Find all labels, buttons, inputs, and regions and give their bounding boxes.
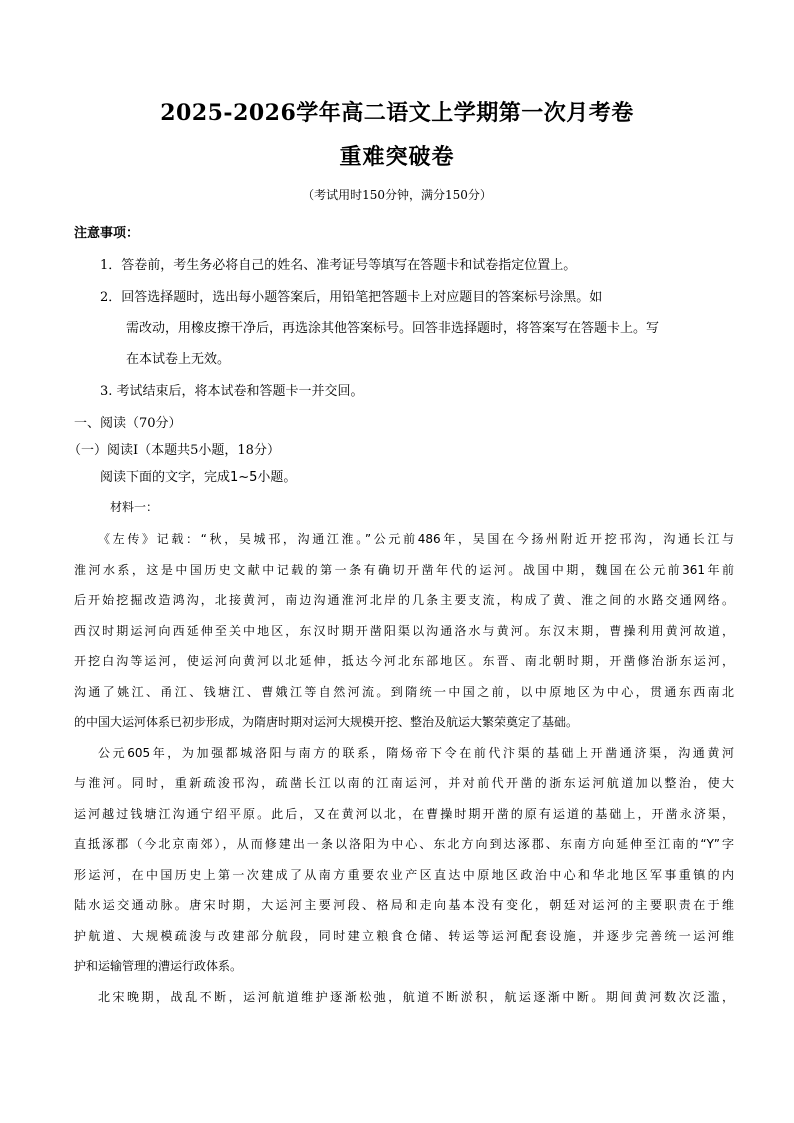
material-label: 材料一：: [110, 500, 159, 514]
passage-line: 沟通了姚江、甬江、钱塘江、曹娥江等自然河流。到隋统一中国之前，以中原地区为中心，贯通东西南北: [74, 684, 734, 699]
subsection-heading: （一）阅读Ⅰ（本题共5小题，18分）: [68, 443, 280, 458]
passage-line: 的中国大运河体系已初步形成，为隋唐时期对运河大规模开挖、整治及航运大繁荣奠定了基础。: [74, 715, 579, 729]
passage-line: 护航道、大规模疏浚与改建部分航段，同时建立粮食仓储、转运等运河配套设施，并逐步完善统一运河维: [74, 928, 734, 943]
notice-item-2-line-3: 在本试卷上无效。: [126, 352, 231, 367]
exam-subtitle: 重难突破卷: [339, 144, 455, 170]
passage-line: 公元605年，为加强都城洛阳与南方的联系，隋炀帝下令在前代汴渠的基础上开凿通济渠，沟通黄河: [98, 745, 734, 760]
section-heading: 一、阅读（70分）: [74, 416, 182, 431]
reading-instruction: 阅读下面的文字，完成1~5小题。: [100, 470, 297, 485]
passage-line: 北宋晚期，战乱不断，运河航道维护逐渐松弛，航道不断淤积，航运逐渐中断。期间黄河数次泛滥，: [98, 989, 734, 1004]
passage-line: 淮河水系，这是中国历史文献中记载的第一条有确切开凿年代的运河。战国中期，魏国在公元前361年前: [74, 562, 734, 577]
notice-item-2-line-2: 需改动，用橡皮擦干净后，再选涂其他答案标号。回答非选择题时，将答案写在答题卡上。写: [126, 321, 660, 336]
notice-item-3: 3. 考试结束后，将本试卷和答题卡一并交回。: [100, 384, 364, 399]
notice-item-2-line-1: 2．回答选择题时，选出每小题答案后，用铅笔把答题卡上对应题目的答案标号涂黑。如: [100, 290, 603, 305]
exam-info: （考试用时150分钟，满分150分）: [302, 188, 492, 202]
passage-line: 直抵涿郡（今北京南郊），从而修建出一条以洛阳为中心、东北方向到达涿郡、东南方向延伸至江南的“Y”字: [74, 837, 734, 851]
passage-line: 运河越过钱塘江沟通宁绍平原。此后，又在黄河以北，在曹操时期开凿的原有运道的基础上，开凿永济渠，: [74, 806, 734, 821]
passage-line: 《左传》记载：“秋，吴城邗，沟通江淮。”公元前486年，吴国在今扬州附近开挖邗沟，沟通长江与: [98, 532, 734, 546]
passage-line: 后开始挖掘改造鸿沟，北接黄河，南边沟通淮河北岸的几条主要支流，构成了黄、淮之间的水路交通网络。: [74, 593, 734, 607]
passage: [74, 524, 734, 1012]
passage-line: 形运河，在中国历史上第一次建成了从南方重要农业产区直达中原地区政治中心和华北地区军事重镇的内: [74, 867, 734, 882]
exam-title: 2025-2026学年高二语文上学期第一次月考卷: [160, 100, 634, 126]
passage-line: 西汉时期运河向西延伸至关中地区，东汉时期开凿阳渠以沟通洛水与黄河。东汉末期，曹操利用黄河故道，: [74, 623, 734, 638]
passage-line: 与淮河。同时，重新疏浚邗沟，疏凿长江以南的江南运河，并对前代开凿的浙东运河航道加以整治，使大: [74, 776, 734, 790]
passage-line: 护和运输管理的漕运行政体系。: [74, 959, 243, 973]
passage-line: 陆水运交通动脉。唐宋时期，大运河主要河段、格局和走向基本没有变化，朝廷对运河的主要职责在于维: [74, 898, 734, 912]
notice-heading: 注意事项：: [74, 226, 140, 241]
passage-line: 开挖白沟等运河，使运河向黄河以北延伸，抵达今河北东部地区。东晋、南北朝时期，开凿修治浙东运河，: [74, 654, 734, 668]
notice-item-1: 1．答卷前，考生务必将自己的姓名、准考证号等填写在答题卡和试卷指定位置上。: [100, 258, 577, 273]
